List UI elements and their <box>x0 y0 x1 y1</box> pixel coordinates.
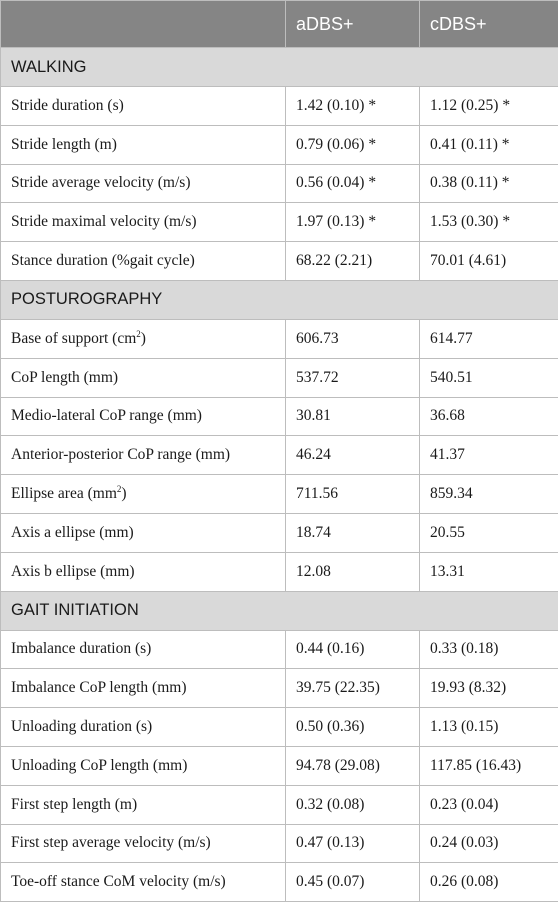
row-label-text: First step length (m) <box>11 795 138 813</box>
table-row <box>1 475 558 514</box>
row-label-text: Medio-lateral CoP range (mm) <box>11 407 202 425</box>
table-row <box>1 242 558 281</box>
table-row <box>1 125 558 164</box>
row-label <box>1 125 286 164</box>
table-row <box>1 203 558 242</box>
row-label-text: Imbalance duration (s) <box>11 640 152 658</box>
cell-adbs: 537.72 <box>286 358 420 397</box>
cell-adbs: 0.44 (0.16) <box>286 630 420 669</box>
table-row <box>1 785 558 824</box>
table-row <box>1 436 558 475</box>
cell-adbs: 46.24 <box>286 436 420 475</box>
row-label <box>1 669 286 708</box>
row-label-text: Stride duration (s) <box>11 96 124 114</box>
row-label-text: Stride average velocity (m/s) <box>11 174 191 192</box>
row-label <box>1 203 286 242</box>
row-label <box>1 630 286 669</box>
row-label-text: Imbalance CoP length (mm) <box>11 679 187 697</box>
row-label-text: CoP length (mm) <box>11 368 119 386</box>
cell-adbs: 0.56 (0.04) * <box>286 164 420 203</box>
row-label-end: ) <box>121 485 127 503</box>
row-label <box>1 863 286 902</box>
row-label <box>1 358 286 397</box>
row-label <box>1 319 286 358</box>
row-label <box>1 708 286 747</box>
cell-cdbs: 70.01 (4.61) <box>420 242 558 281</box>
row-label-text: Axis a ellipse (mm) <box>11 523 134 541</box>
row-label <box>1 746 286 785</box>
cell-adbs: 0.79 (0.06) * <box>286 125 420 164</box>
header-cdbs: cDBS+ <box>420 1 558 48</box>
row-label-text: Base of support (cm <box>11 329 137 347</box>
cell-cdbs: 13.31 <box>420 552 558 591</box>
row-label-text: First step average velocity (m/s) <box>11 834 211 852</box>
header-variable <box>1 1 286 48</box>
cell-cdbs: 36.68 <box>420 397 558 436</box>
cell-adbs: 94.78 (29.08) <box>286 746 420 785</box>
row-label <box>1 164 286 203</box>
cell-adbs: 606.73 <box>286 319 420 358</box>
section-title: GAIT INITIATION <box>1 591 558 630</box>
cell-adbs: 68.22 (2.21) <box>286 242 420 281</box>
row-label <box>1 242 286 281</box>
row-label-text: Stride maximal velocity (m/s) <box>11 213 197 231</box>
table-row <box>1 630 558 669</box>
cell-cdbs: 540.51 <box>420 358 558 397</box>
row-label <box>1 436 286 475</box>
table-row <box>1 358 558 397</box>
cell-cdbs: 1.13 (0.15) <box>420 708 558 747</box>
row-label <box>1 552 286 591</box>
cell-adbs: 1.97 (0.13) * <box>286 203 420 242</box>
cell-adbs: 711.56 <box>286 475 420 514</box>
row-label-end: ) <box>140 329 146 347</box>
cell-adbs: 30.81 <box>286 397 420 436</box>
cell-cdbs: 0.23 (0.04) <box>420 785 558 824</box>
cell-adbs: 0.47 (0.13) <box>286 824 420 863</box>
row-label-superscript: 2 <box>116 483 122 494</box>
header-row <box>1 1 558 48</box>
cell-cdbs: 0.38 (0.11) * <box>420 164 558 203</box>
row-label-text: Toe-off stance CoM velocity (m/s) <box>11 873 226 891</box>
cell-adbs: 0.45 (0.07) <box>286 863 420 902</box>
cell-adbs: 0.32 (0.08) <box>286 785 420 824</box>
section-title: POSTUROGRAPHY <box>1 280 558 319</box>
cell-cdbs: 117.85 (16.43) <box>420 746 558 785</box>
row-label <box>1 397 286 436</box>
cell-cdbs: 0.26 (0.08) <box>420 863 558 902</box>
table-row <box>1 669 558 708</box>
section-row <box>1 591 558 630</box>
table-row <box>1 746 558 785</box>
cell-adbs: 0.50 (0.36) <box>286 708 420 747</box>
cell-adbs: 18.74 <box>286 513 420 552</box>
header-adbs: aDBS+ <box>286 1 420 48</box>
cell-adbs: 1.42 (0.10) * <box>286 87 420 126</box>
row-label-text: Stride length (m) <box>11 135 117 153</box>
table-row <box>1 552 558 591</box>
cell-cdbs: 0.33 (0.18) <box>420 630 558 669</box>
row-label <box>1 513 286 552</box>
cell-cdbs: 1.53 (0.30) * <box>420 203 558 242</box>
row-label-text: Unloading CoP length (mm) <box>11 756 188 774</box>
cell-cdbs: 41.37 <box>420 436 558 475</box>
table-row <box>1 87 558 126</box>
cell-cdbs: 20.55 <box>420 513 558 552</box>
row-label <box>1 87 286 126</box>
row-label-text: Stance duration (%gait cycle) <box>11 252 195 270</box>
row-label <box>1 785 286 824</box>
section-title: WALKING <box>1 48 558 87</box>
row-label-text: Ellipse area (mm <box>11 485 117 503</box>
row-label <box>1 475 286 514</box>
row-label <box>1 824 286 863</box>
cell-cdbs: 859.34 <box>420 475 558 514</box>
row-label-text: Anterior-posterior CoP range (mm) <box>11 446 231 464</box>
section-row <box>1 280 558 319</box>
table-body <box>1 48 558 902</box>
row-label-text: Axis b ellipse (mm) <box>11 562 135 580</box>
cell-cdbs: 0.24 (0.03) <box>420 824 558 863</box>
cell-adbs: 12.08 <box>286 552 420 591</box>
cell-cdbs: 614.77 <box>420 319 558 358</box>
table-row <box>1 513 558 552</box>
table-row <box>1 708 558 747</box>
table-row <box>1 397 558 436</box>
row-label-superscript: 2 <box>136 328 141 339</box>
cell-adbs: 39.75 (22.35) <box>286 669 420 708</box>
table-row <box>1 164 558 203</box>
table-row <box>1 319 558 358</box>
cell-cdbs: 1.12 (0.25) * <box>420 87 558 126</box>
cell-cdbs: 19.93 (8.32) <box>420 669 558 708</box>
table-row <box>1 863 558 902</box>
section-row <box>1 48 558 87</box>
table-row <box>1 824 558 863</box>
cell-cdbs: 0.41 (0.11) * <box>420 125 558 164</box>
row-label-text: Unloading duration (s) <box>11 718 153 736</box>
